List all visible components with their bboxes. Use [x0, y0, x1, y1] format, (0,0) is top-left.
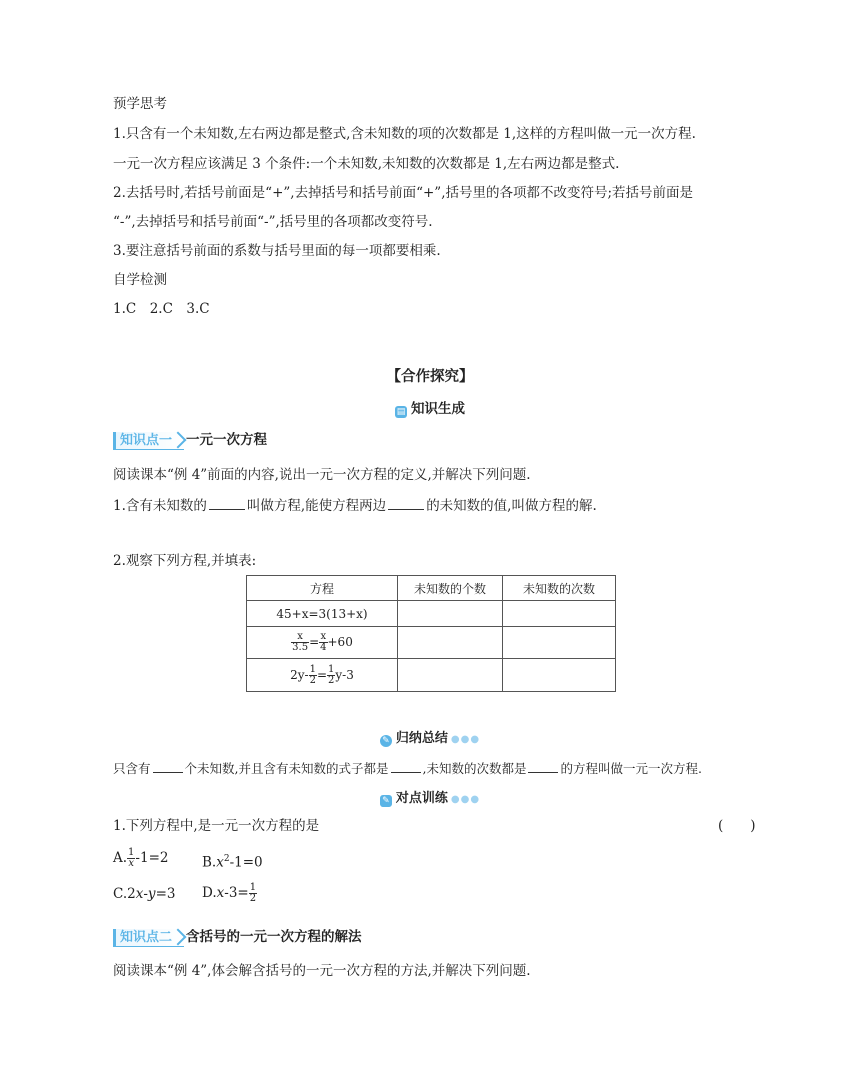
option-c: C.2x-y=3 [113, 886, 176, 902]
table-header-row [247, 576, 616, 601]
table-header-unknown-degree: 未知数的次数 [503, 576, 616, 601]
preview-paragraph-5: 3.要注意括号前面的系数与括号里面的每一项都要相乘. [113, 243, 441, 259]
dots-decoration: ●●● [450, 794, 481, 805]
equation-table [246, 575, 616, 692]
option-b: $B.x^2-1=0$ [202, 854, 263, 871]
self-check-answers: 1.C 2.C 3.C [113, 301, 210, 317]
preview-heading: 预学思考 [113, 96, 167, 112]
self-check-heading: 自学检测 [113, 272, 167, 288]
summary-heading: ✎ 归纳总结 ●●● [0, 727, 860, 747]
edit-icon: ✎ [380, 795, 392, 807]
answer-cell[interactable] [503, 659, 616, 692]
kp1-title: 一元一次方程 [186, 432, 268, 448]
kp1-question-1: 1.含有未知数的 叫做方程,能使方程两边 的未知数的值,叫做方程的解. [113, 498, 597, 514]
answer-cell[interactable] [398, 601, 503, 627]
preview-paragraph-3: 2.去括号时,若括号前面是“+”,去掉括号和括号前面“+”,括号里的各项都不改变符号;若括号前面是 [113, 185, 694, 201]
document-icon: ▤ [396, 407, 406, 417]
answer-cell[interactable] [398, 627, 503, 659]
answer-cell[interactable] [398, 659, 503, 692]
kp1-header [113, 431, 267, 450]
answer-blank-4[interactable] [391, 759, 421, 773]
preview-paragraph-1: 1.只含有一个未知数,左右两边都是整式,含未知数的项的次数都是 1,这样的方程叫做一元一次方程. [113, 126, 696, 142]
option-a: A. $\frac{1}{x}$ -1=2 [113, 847, 169, 869]
kp2-tag: 知识点二 [113, 929, 184, 947]
answer-cell[interactable] [503, 601, 616, 627]
table-row [247, 627, 616, 659]
dots-decoration: ●●● [450, 734, 481, 745]
table-row [247, 601, 616, 627]
answer-blank-1[interactable] [209, 496, 245, 510]
option-d: D.x-3= $\frac{1}{2}$ [202, 882, 257, 904]
table-header-unknown-count: 未知数的个数 [398, 576, 503, 601]
table-header-equation: 方程 [247, 576, 398, 601]
preview-paragraph-4: “-”,去掉括号和括号前面“-”,括号里的各项都改变符号. [113, 214, 433, 230]
kp1-tag: 知识点一 [113, 432, 184, 450]
practice-question-1: 1.下列方程中,是一元一次方程的是 [113, 818, 320, 834]
section-title: 【合作探究】 [386, 369, 474, 385]
preview-paragraph-2: 一元一次方程应该满足 3 个条件:一个未知数,未知数的次数都是 1,左右两边都是整式. [113, 156, 620, 172]
answer-bracket[interactable]: ( ) [718, 818, 756, 834]
kp1-intro: 阅读课本“例 4”前面的内容,说出一元一次方程的定义,并解决下列问题. [113, 467, 531, 483]
summary-text: 只含有 个未知数,并且含有未知数的式子都是 ,未知数的次数都是 的方程叫做一元一次方程. [113, 761, 702, 776]
leaf-icon: ✎ [380, 735, 392, 747]
kp1-question-2: 2.观察下列方程,并填表: [113, 553, 257, 569]
kp2-header [113, 928, 362, 947]
answer-blank-3[interactable] [153, 759, 183, 773]
kp2-title: 含括号的一元一次方程的解法 [186, 929, 362, 945]
answer-blank-2[interactable] [388, 496, 424, 510]
equation-cell-1: 45+x=3(13+x) [247, 601, 398, 627]
answer-cell[interactable] [503, 627, 616, 659]
kp2-intro: 阅读课本“例 4”,体会解含括号的一元一次方程的方法,并解决下列问题. [113, 963, 531, 979]
equation-cell-2: $\frac{x}{3.5}$ = $\frac{x}{4}$ +60 [247, 627, 398, 659]
table-row [247, 659, 616, 692]
practice-heading: ✎ 对点训练 ●●● [0, 787, 860, 807]
knowledge-generation-heading: ▤ 知识生成 [396, 401, 465, 417]
equation-cell-3: 2y- $\frac{1}{2}$ = $\frac{1}{2}$ y-3 [247, 659, 398, 692]
answer-blank-5[interactable] [528, 759, 558, 773]
